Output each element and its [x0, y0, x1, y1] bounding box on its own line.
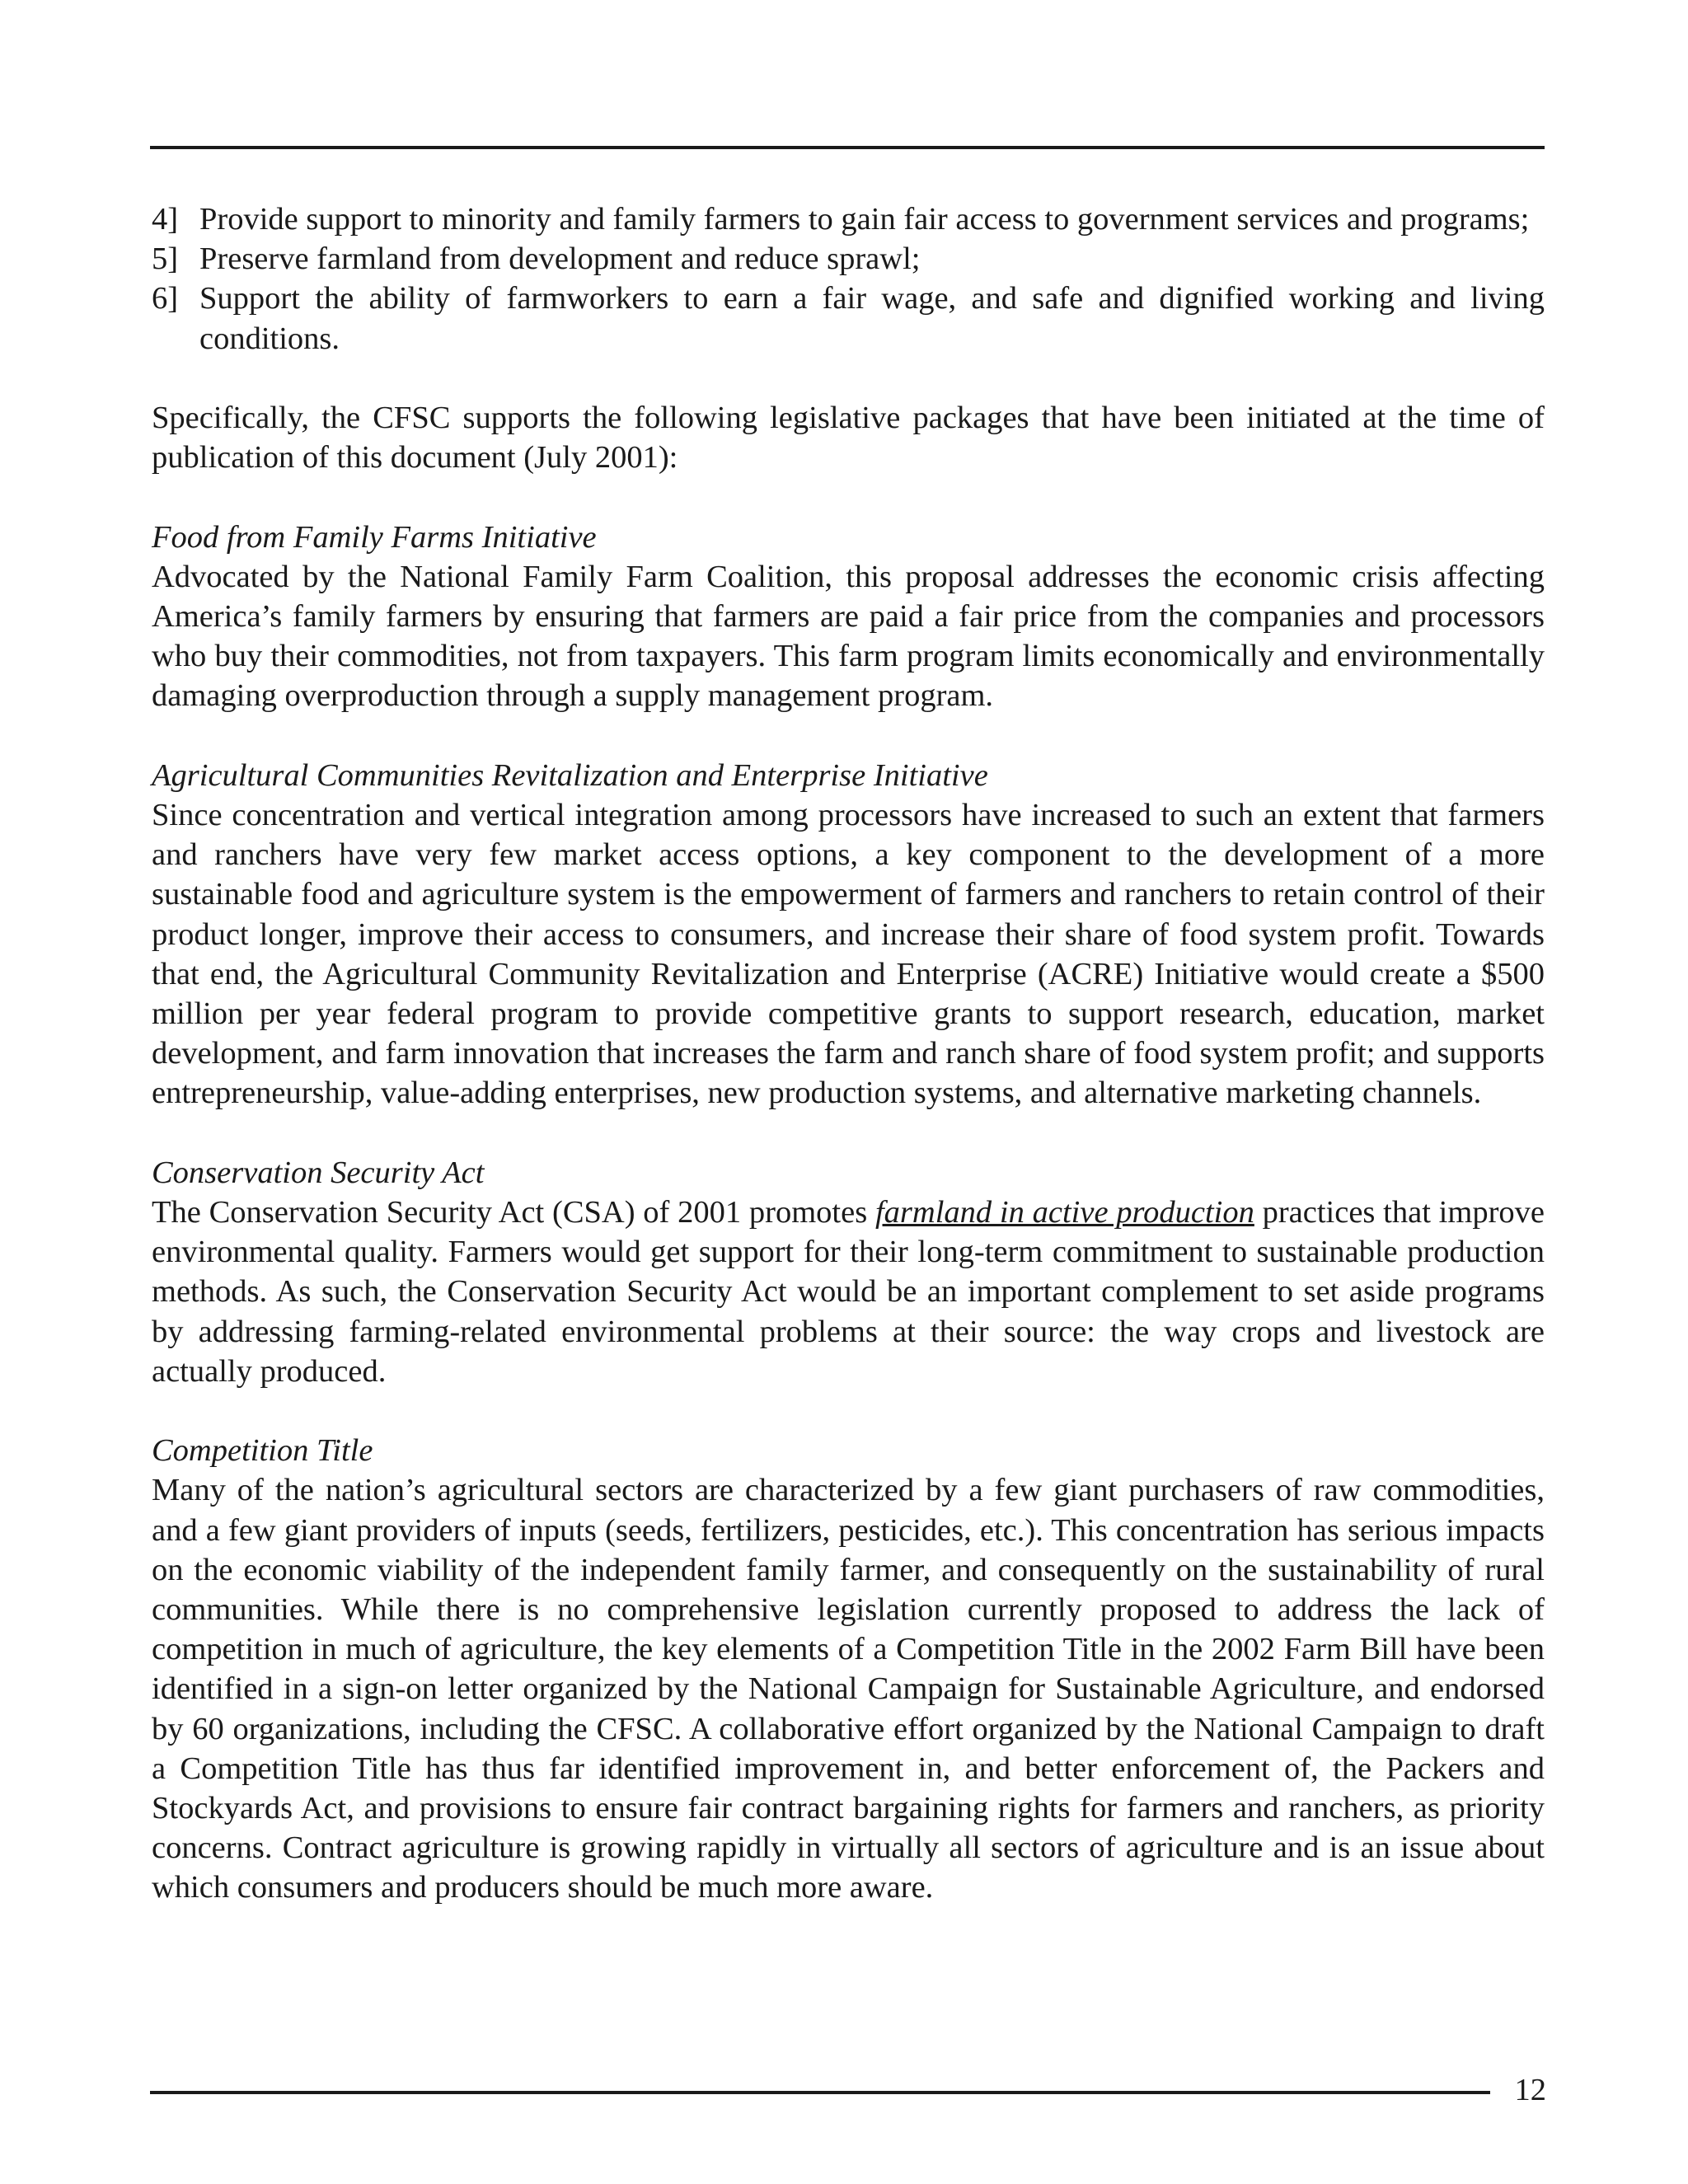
csa-body-start: The Conservation Security Act (CSA) of 2001 promotes	[152, 1195, 875, 1230]
section-body-conservation-security-act	[152, 1193, 1545, 1391]
section-heading-food-from-family-farms: Food from Family Farms Initiative	[152, 519, 597, 555]
list-item-number: 6]	[152, 281, 179, 316]
section-heading-acre: Agricultural Communities Revitalization and Enterprise Initiative	[152, 757, 988, 793]
list-item-text: Support the ability of farmworkers to earn a fair wage, and safe and dignified working and living conditions.	[199, 281, 1545, 356]
list-item	[152, 239, 1545, 279]
list-item-text: Preserve farmland from development and reduce sprawl;	[199, 241, 921, 277]
list-item	[152, 199, 1545, 239]
csa-emphasis: farmland in active production	[874, 1195, 1254, 1230]
goals-list	[152, 199, 1545, 359]
list-item-number: 5]	[152, 241, 179, 277]
section-body-acre: Since concentration and vertical integration among processors have increased to such an extent that farmers and ranchers have very few market access options, a key component to the development of a more sustainable food and agriculture system is the empowerment of farmers and ranchers to retain control of their product longer, improve their access to consumers, and increase their share of food system profit. Towards that end, the Agricultural Community Revitalization and Enterprise (ACRE) Initiative would create a $500 million per year federal program to provide competitive grants to support research, education, market development, and farm innovation that increases the farm and ranch share of food system profit; and supports entrepreneurship, value-adding enterprises, new production systems, and alternative marketing channels.	[152, 798, 1545, 1111]
list-item-text: Provide support to minority and family farmers to gain fair access to government services and programs;	[199, 202, 1530, 237]
header-rule	[150, 146, 1545, 149]
section-body-food-from-family-farms: Advocated by the National Family Farm Coalition, this proposal addresses the economic crisis affecting America’s family farmers by ensuring that farmers are paid a fair price from the companies and processors who buy their commodities, not from taxpayers. This farm program limits economically and environmentally damaging overproduction through a supply management program.	[152, 559, 1545, 714]
footer-rule	[150, 2091, 1490, 2094]
section-heading-conservation-security-act: Conservation Security Act	[152, 1155, 485, 1190]
section-heading-competition-title: Competition Title	[152, 1433, 373, 1469]
section-body-competition-title: Many of the nation’s agricultural sectors are characterized by a few giant purchasers of raw commodities, and a few giant providers of inputs (seeds, fertilizers, pesticides, etc.). This concentration has serious impacts on the economic viability of the independent family farmer, and consequently on the sustainability of rural communities. While there is no comprehensive legislation currently proposed to address the lack of competition in much of agriculture, the key elements of a Competition Title in the 2002 Farm Bill have been identified in a sign-on letter organized by the National Campaign for Sustainable Agriculture, and endorsed by 60 organizations, including the CFSC. A collaborative effort organized by the National Campaign to draft a Competition Title has thus far identified improvement in, and better enforcement of, the Packers and Stockyards Act, and provisions to ensure fair contract bargaining rights for farmers and ranchers, as priority concerns. Contract agriculture is growing rapidly in virtually all sectors of agriculture and is an issue about which consumers and producers should be much more aware.	[152, 1473, 1545, 1905]
csa-body-end: practices that improve environmental quality. Farmers would get support for their long-term commitment to sustainable production methods. As such, the Conservation Security Act would be an important complement to set aside programs by addressing farming-related environmental problems at their source: the way crops and livestock are actually produced.	[152, 1195, 1545, 1389]
page-body	[152, 199, 1545, 1908]
list-item	[152, 279, 1545, 358]
list-item-number: 4]	[152, 202, 179, 237]
intro-paragraph: Specifically, the CFSC supports the following legislative packages that have been initiated at the time of publication of this document (July 2001):	[152, 401, 1545, 476]
page-number: 12	[1514, 2073, 1546, 2107]
